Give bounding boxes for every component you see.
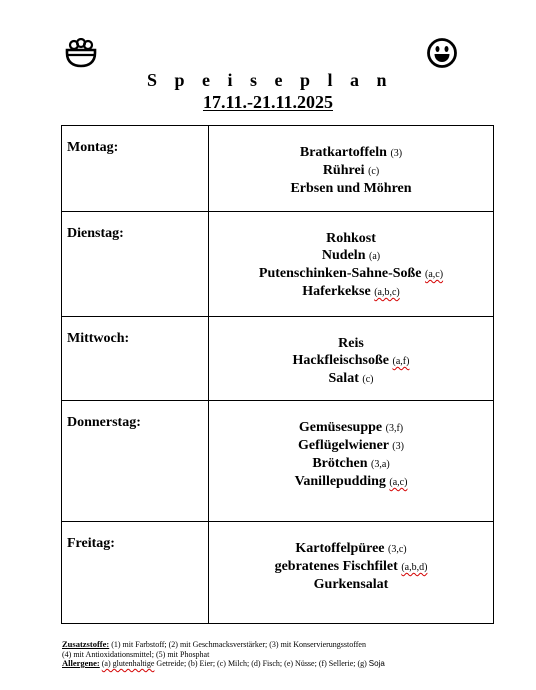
date-range: 17.11.-21.11.2025 (202, 92, 333, 112)
table-row (62, 401, 494, 522)
dish-item: Brötchen (3,a) (312, 456, 390, 471)
dishes-monday (209, 126, 494, 212)
day-wednesday: Mittwoch: (62, 317, 209, 401)
dish-item: Kartoffelpüree (3,c) (295, 541, 407, 556)
day-monday: Montag: (62, 126, 209, 212)
table-row (62, 522, 494, 624)
additives-text: (1) mit Farbstoff; (2) mit Geschmacksverstärker; (3) mit Konservierungsstoffen (111, 640, 366, 649)
dish-item: Haferkekse (a,b,c) (302, 284, 400, 299)
allergens-line (62, 659, 502, 669)
dish-item: Bratkartoffeln (3) (299, 145, 403, 160)
food-bowl-icon (64, 38, 98, 68)
dishes-wednesday (209, 317, 494, 401)
allergens-gluten: (a) glutenhaltige (101, 659, 155, 668)
allergens-text: Getreide; (b) Eier; (c) Milch; (d) Fisch; (e) Nüsse; (f) Sellerie; (g) (156, 659, 367, 668)
dish-item: Gemüsesuppe (3,f) (298, 420, 404, 435)
dish-item: Nudeln (a) (321, 248, 381, 263)
day-tuesday: Dienstag: (62, 212, 209, 317)
table-row (62, 317, 494, 401)
page-title: S p e i s e p l a n (146, 70, 394, 90)
dish-item: Salat (c) (328, 371, 374, 386)
dish-item: Reis (338, 336, 364, 351)
dish-item: Putenschinken-Sahne-Soße (a,c) (258, 266, 444, 281)
dishes-thursday (209, 401, 494, 522)
day-thursday: Donnerstag: (62, 401, 209, 522)
dish-item: Rohkost (326, 231, 376, 246)
menu-table (61, 125, 494, 624)
dish-item: Gurkensalat (313, 577, 389, 592)
footer-legend (62, 640, 502, 669)
dish-item: Hackfleischsoße (a,f) (292, 353, 410, 368)
dish-item: Vanillepudding (a,c) (294, 474, 408, 489)
day-friday: Freitag: (62, 522, 209, 624)
dish-item: Geflügelwiener (3) (298, 438, 404, 453)
allergens-soja: Soja (368, 659, 385, 668)
dish-item: gebratenes Fischfilet (a,b,d) (274, 559, 428, 574)
additives-line (62, 640, 502, 650)
dish-item: Erbsen und Möhren (290, 181, 412, 196)
dish-item: Rührei (c) (322, 163, 380, 178)
dishes-tuesday (209, 212, 494, 317)
allergens-label: Allergene: (62, 658, 100, 668)
table-row (62, 212, 494, 317)
dishes-friday (209, 522, 494, 624)
additives-line-2: (4) mit Antioxidationsmittel; (5) mit Phosphat (62, 649, 210, 659)
table-row (62, 126, 494, 212)
additives-label: Zusatzstoffe: (62, 639, 110, 649)
smiley-face-icon (426, 37, 458, 69)
